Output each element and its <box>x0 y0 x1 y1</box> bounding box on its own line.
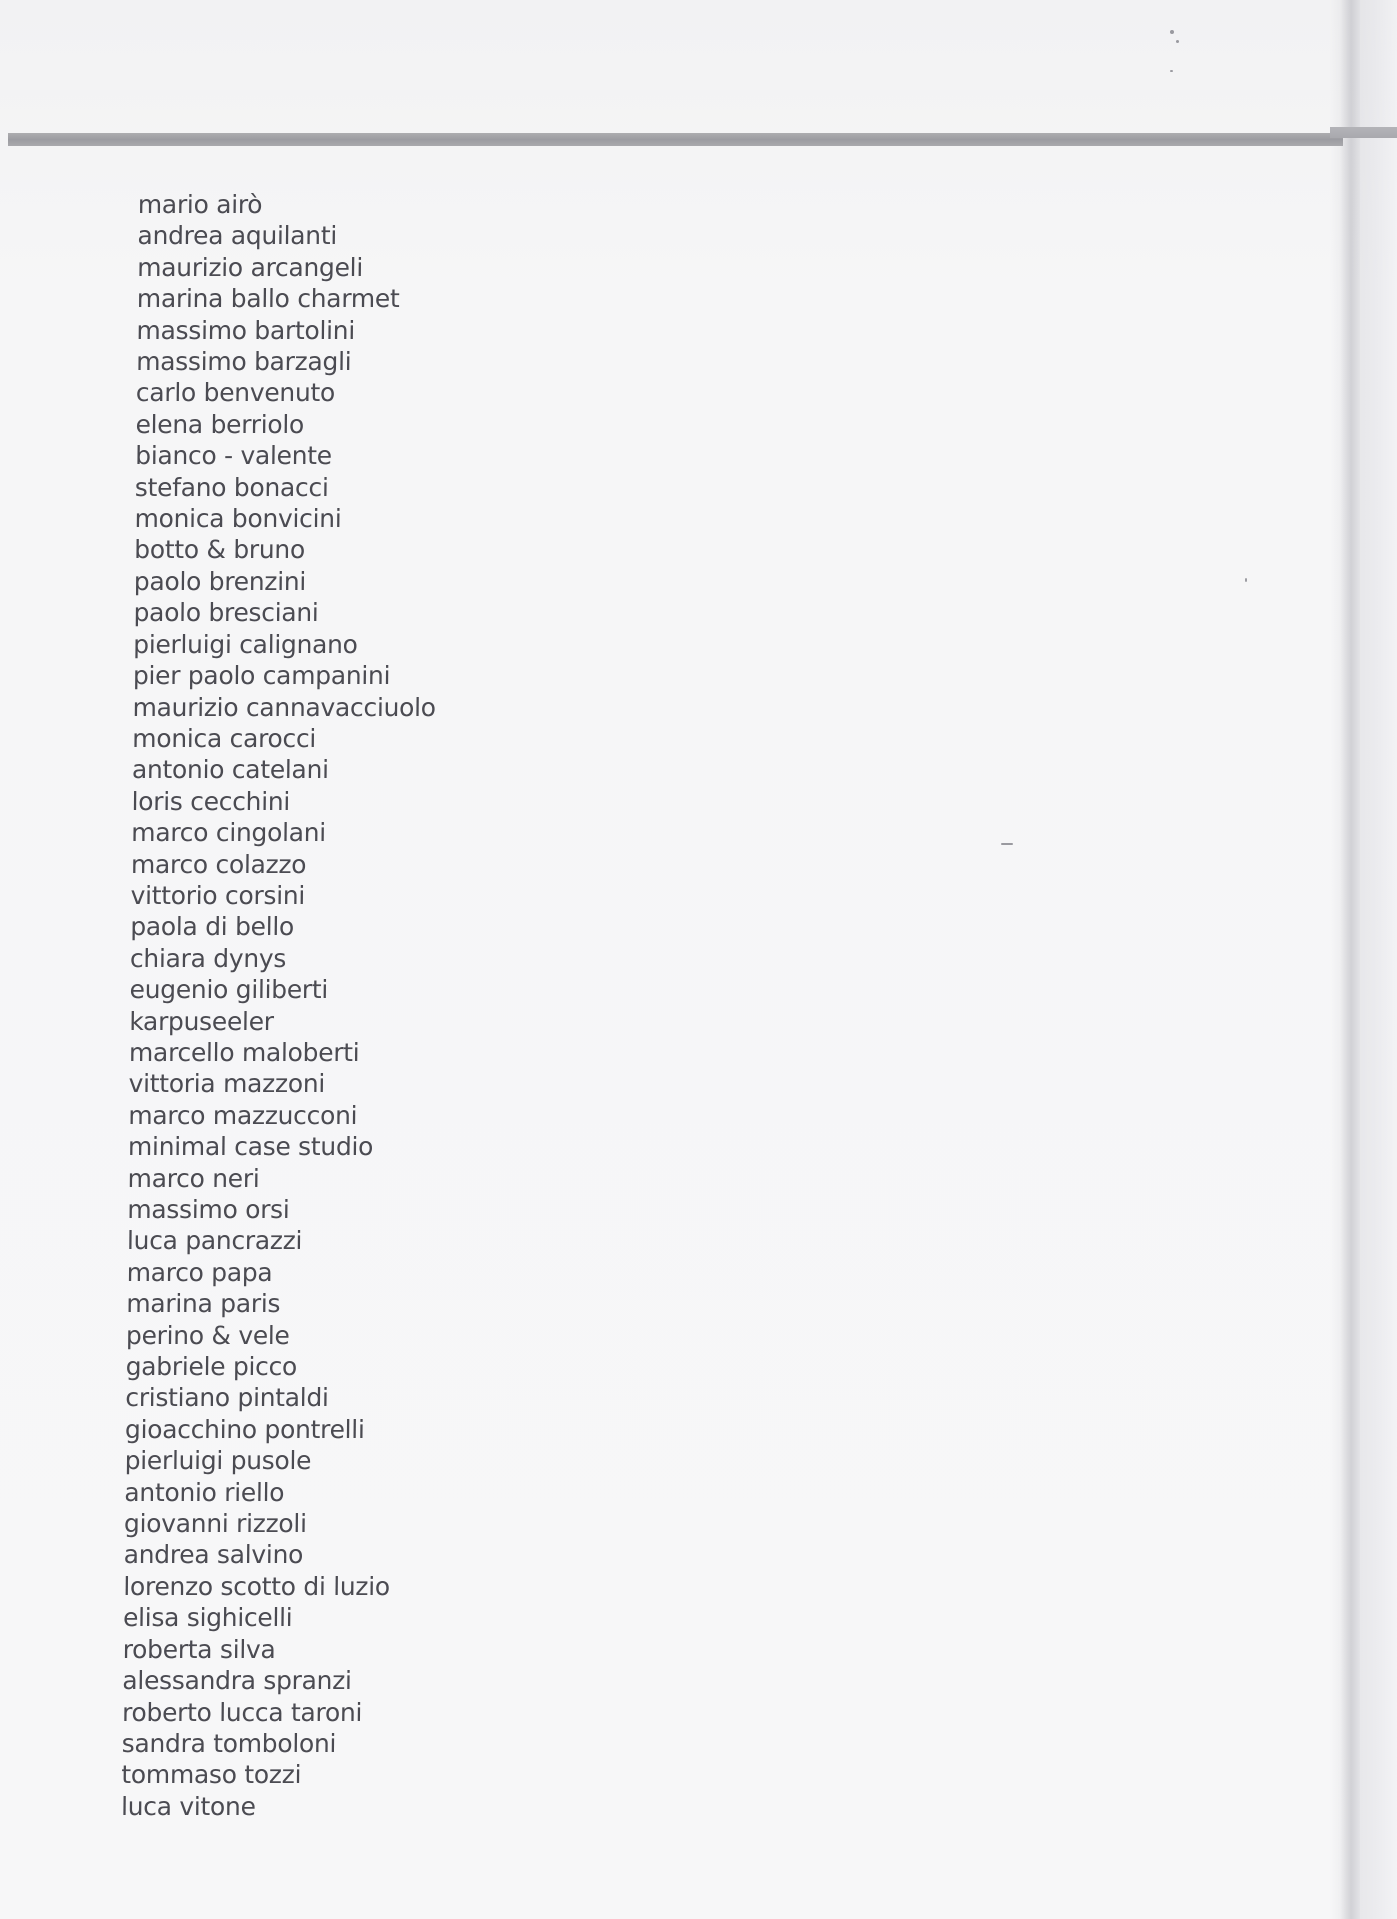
artist-name: botto & bruno <box>134 535 306 565</box>
artist-name: pierluigi pusole <box>124 1446 312 1476</box>
artist-name: marco colazzo <box>130 849 307 879</box>
artist-name: mario airò <box>137 190 263 219</box>
artist-name: alessandra spranzi <box>122 1666 352 1696</box>
artist-name: vittoria mazzoni <box>128 1069 326 1099</box>
paper-speck <box>1245 578 1247 582</box>
artist-name: massimo barzagli <box>136 347 352 377</box>
artist-name: antonio catelani <box>131 755 329 785</box>
paper-speck <box>1170 70 1173 72</box>
artist-name: elisa sighicelli <box>122 1603 293 1633</box>
artist-name: marco mazzucconi <box>128 1100 358 1130</box>
artist-name: karpuseeler <box>129 1006 274 1036</box>
artist-name: marco neri <box>127 1163 260 1193</box>
paper-speck <box>1001 843 1013 845</box>
artist-name: gabriele picco <box>125 1352 298 1382</box>
artist-name: perino & vele <box>125 1320 290 1350</box>
artist-name: chiara dynys <box>129 943 287 973</box>
artist-name: marina paris <box>126 1289 281 1319</box>
artist-name: tommaso tozzi <box>121 1760 302 1790</box>
paper-speck <box>1170 30 1174 34</box>
artist-name: luca pancrazzi <box>126 1226 303 1256</box>
artist-name: eugenio giliberti <box>129 975 329 1005</box>
artist-name: sandra tomboloni <box>121 1728 337 1758</box>
artist-name: carlo benvenuto <box>135 378 336 408</box>
page-spine-shadow <box>1340 0 1360 1919</box>
artist-name: monica bonvicini <box>134 504 342 534</box>
artist-name: lorenzo scotto di luzio <box>123 1571 391 1601</box>
artist-name: marco papa <box>126 1257 273 1287</box>
artist-name: loris cecchini <box>131 786 291 816</box>
artist-name: andrea salvino <box>123 1540 304 1570</box>
artist-name: giovanni rizzoli <box>123 1509 307 1539</box>
artist-name: paola di bello <box>130 912 295 942</box>
artist-name: stefano bonacci <box>134 472 329 502</box>
artist-name: maurizio arcangeli <box>137 252 364 282</box>
artist-name: roberta silva <box>122 1634 276 1664</box>
artist-name: pier paolo campanini <box>132 661 391 691</box>
artist-name: massimo orsi <box>127 1195 290 1224</box>
artist-name: bianco - valente <box>135 441 332 471</box>
artist-name: roberto lucca taroni <box>121 1697 363 1727</box>
artist-name: marina ballo charmet <box>136 284 400 314</box>
artist-name: antonio riello <box>124 1477 285 1507</box>
header-rule <box>8 133 1343 146</box>
artist-name: vittorio corsini <box>130 880 306 910</box>
artist-name: gioacchino pontrelli <box>124 1414 365 1444</box>
artist-name: marcello maloberti <box>128 1037 360 1067</box>
artist-name: paolo brenzini <box>133 566 307 596</box>
artist-name: cristiano pintaldi <box>125 1383 329 1413</box>
artist-name: massimo bartolini <box>136 315 356 345</box>
artist-name: pierluigi calignano <box>133 629 358 659</box>
artist-list <box>121 189 441 1822</box>
artist-name: andrea aquilanti <box>137 221 338 251</box>
header-rule-edge <box>1330 127 1397 138</box>
artist-name: luca vitone <box>120 1791 256 1821</box>
artist-name: maurizio cannavacciuolo <box>132 692 436 722</box>
artist-name: minimal case studio <box>127 1132 374 1162</box>
artist-name: elena berriolo <box>135 409 305 439</box>
artist-name: paolo bresciani <box>133 598 319 628</box>
artist-name: monica carocci <box>132 723 317 753</box>
artist-name: marco cingolani <box>131 818 327 848</box>
paper-speck <box>1176 40 1179 43</box>
